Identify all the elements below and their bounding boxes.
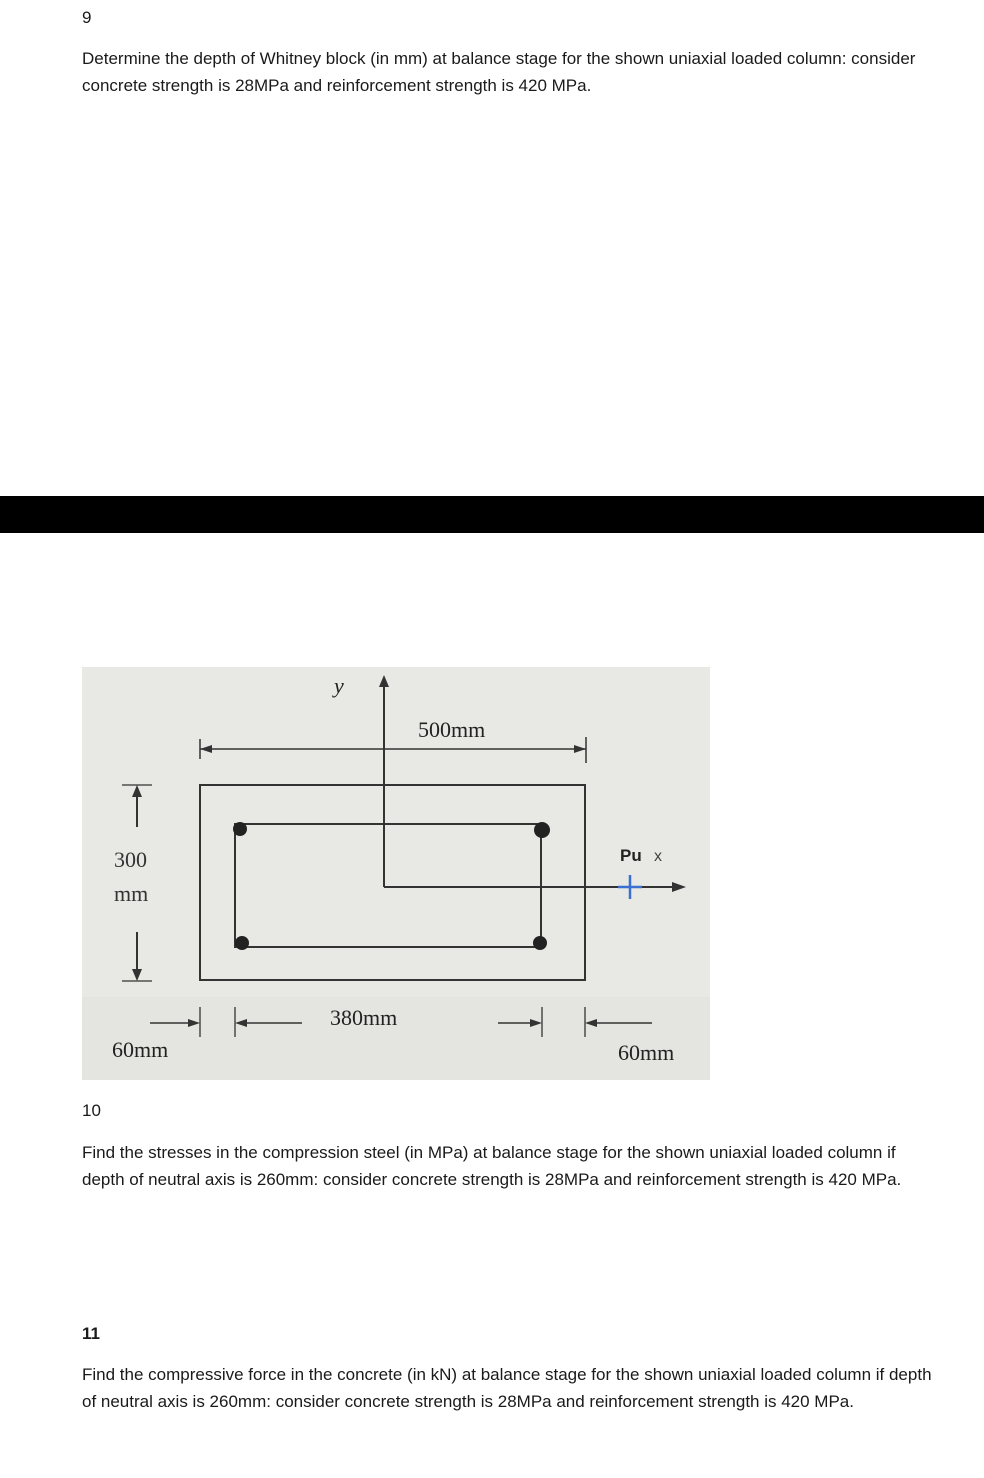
load-marker-label: x: [654, 848, 662, 865]
column-section-diagram: [82, 667, 710, 1080]
question-11-number: 11: [82, 1324, 100, 1343]
rebar-bottom-left: [235, 936, 249, 950]
column-section-figure: [82, 667, 710, 1080]
question-11-text: Find the compressive force in the concrete (in kN) at balance stage for the shown uniaxial loaded column if depth of neutral axis is 260mm: consider concrete strength is 28MPa and reinforcement strength is 420 MPa.: [82, 1365, 932, 1411]
right-cover-label: 60mm: [618, 1040, 675, 1065]
question-9-text: Determine the depth of Whitney block (in mm) at balance stage for the shown uniaxial loaded column: consider concrete strength is 28MPa and reinforcement strength is 420 MPa.: [82, 49, 916, 95]
width-dimension-label: 500mm: [418, 717, 486, 742]
left-cover-label: 60mm: [112, 1037, 169, 1062]
black-divider-band: [0, 496, 984, 533]
question-9-number: 9: [82, 8, 92, 27]
question-10-number: 10: [82, 1101, 101, 1120]
rebar-top-left: [233, 822, 247, 836]
y-axis-label: y: [334, 673, 344, 698]
inner-dimension-label: 380mm: [330, 1005, 398, 1030]
height-dimension-unit: mm: [114, 881, 149, 906]
load-label: Pu: [620, 846, 642, 865]
rebar-top-right: [534, 822, 550, 838]
height-dimension-value: 300: [114, 847, 147, 872]
question-10-text: Find the stresses in the compression steel (in MPa) at balance stage for the shown uniaxial loaded column if depth of neutral axis is 260mm: consider concrete strength is 28MPa and reinforcement strength is 420 MPa.: [82, 1143, 902, 1189]
rebar-bottom-right: [533, 936, 547, 950]
